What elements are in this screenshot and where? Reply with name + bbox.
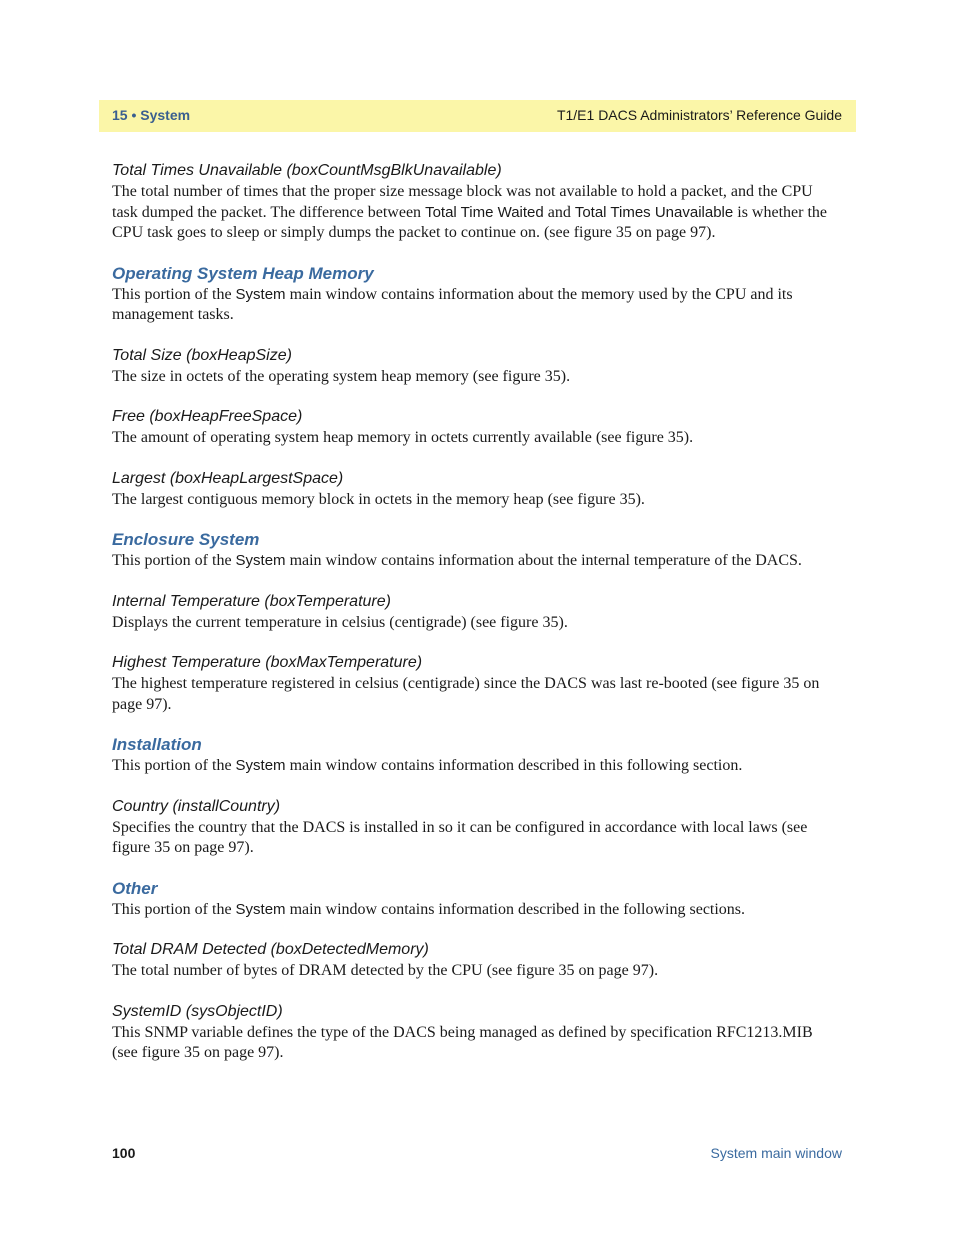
subheading-highest-temperature: Highest Temperature (boxMaxTemperature): [112, 654, 423, 671]
term-system: System: [235, 552, 286, 569]
paragraph-other: This portion of the System main window contains information described in the following sections.: [112, 900, 746, 918]
paragraph-system-id: This SNMP variable defines the type of the DACS being managed as defined by specification RFC1213.MIB (see figure 35 on page 97).: [112, 1023, 813, 1061]
paragraph-country: Specifies the country that the DACS is installed in so it can be configured in accordance with local laws (see figure 35 on page 97).: [112, 818, 808, 856]
subheading-system-id: SystemID (sysObjectID): [112, 1002, 283, 1020]
page-body: [112, 160, 842, 1064]
subheading-country: Country (installCountry): [112, 797, 281, 815]
section-title-enclosure-system: Enclosure System: [112, 530, 260, 549]
chapter-label: 15 • System: [112, 107, 191, 123]
paragraph-internal-temperature: Displays the current temperature in celsius (centigrade) (see figure 35).: [112, 613, 568, 631]
page-number: 100: [112, 1145, 136, 1161]
running-header: [99, 100, 856, 132]
paragraph-total-dram: The total number of bytes of DRAM detected by the CPU (see figure 35 on page 97).: [112, 962, 659, 979]
paragraph-total-size: The size in octets of the operating system heap memory (see figure 35).: [112, 367, 571, 385]
subheading-free: Free (boxHeapFreeSpace): [112, 408, 303, 425]
term-system: System: [235, 900, 286, 918]
paragraph-highest-temperature: The highest temperature registered in celsius (centigrade) since the DACS was last re-booted (see figure 35 on page 97).: [112, 675, 820, 713]
term-system: System: [235, 285, 286, 303]
section-title-installation: Installation: [112, 735, 202, 754]
subheading-total-dram: Total DRAM Detected (boxDetectedMemory): [112, 941, 429, 958]
guide-title: T1/E1 DACS Administrators’ Reference Guide: [556, 107, 842, 123]
subheading-total-size: Total Size (boxHeapSize): [112, 346, 292, 364]
subheading-largest: Largest (boxHeapLargestSpace): [112, 469, 344, 487]
paragraph-heap-memory: This portion of the System main window contains information about the memory used by the CPU and its management tasks.: [112, 285, 793, 323]
paragraph-largest: The largest contiguous memory block in octets in the memory heap (see figure 35).: [112, 490, 645, 508]
term-total-time-waited: Total Time Waited: [425, 203, 544, 221]
section-title-other: Other: [112, 878, 158, 898]
section-title-heap-memory: Operating System Heap Memory: [112, 263, 374, 283]
paragraph-free: The amount of operating system heap memory in octets currently available (see figure 35).: [112, 429, 694, 446]
paragraph-total-times-unavailable: The total number of times that the proper size message block was not available to hold a packet, and the CPU task dumped the packet. The difference between Total Time Waited and Total Times Unavailable is whether the CPU task goes to sleep or simply dumps the packet to continue on. (see figure 35 on page 97).: [112, 183, 827, 241]
term-system: System: [235, 757, 286, 774]
term-total-times-unavailable: Total Times Unavailable: [574, 203, 734, 221]
footer-section-name: System main window: [710, 1145, 842, 1161]
subheading-internal-temperature: Internal Temperature (boxTemperature): [112, 592, 391, 610]
paragraph-installation: This portion of the System main window contains information described in this following section.: [112, 757, 743, 774]
paragraph-enclosure-system: This portion of the System main window contains information about the internal temperature of the DACS.: [112, 552, 802, 569]
subheading-total-times-unavailable: Total Times Unavailable (boxCountMsgBlkUnavailable): [112, 162, 502, 179]
